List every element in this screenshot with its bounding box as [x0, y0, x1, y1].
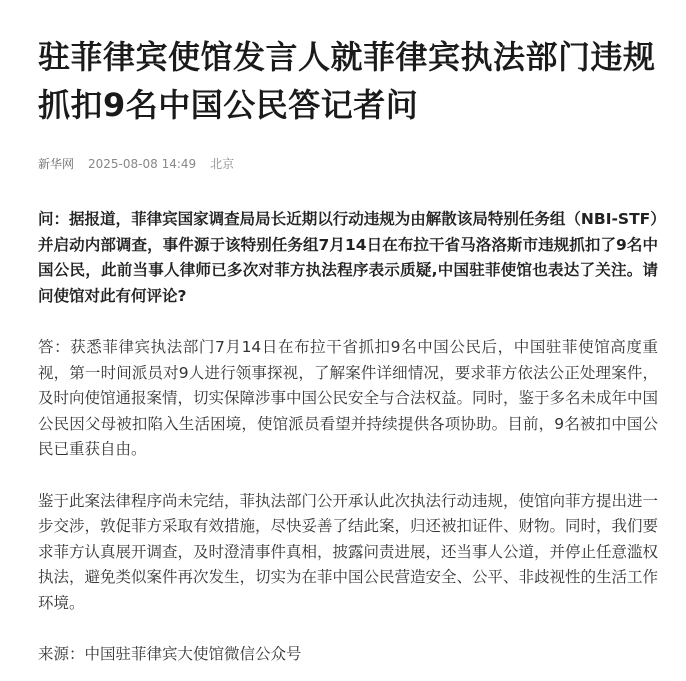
article-meta	[38, 156, 658, 172]
article-datetime: 2025-08-08 14:49	[88, 157, 197, 171]
article-body	[38, 207, 658, 668]
question-paragraph: 问：据报道，菲律宾国家调查局局长近期以行动违规为由解散该局特别任务组（NBI-STF）并启动内部调查，事件源于该特别任务组7月14日在布拉干省马洛洛斯市违规抓扣了9名中国公民，此前当事人律师已多次对菲方执法程序表示质疑,中国驻菲使馆也表达了关注。请问使馆对此有何评论?	[38, 210, 658, 305]
answer-paragraph-1: 答：获悉菲律宾执法部门7月14日在布拉干省抓扣9名中国公民后，中国驻菲使馆高度重视，第一时间派员对9人进行领事探视，了解案件详细情况，要求菲方依法公正处理案件，及时向使馆通报案情，切实保障涉事中国公民安全与合法权益。同时，鉴于多名未成年中国公民因父母被扣陷入生活困境，使馆派员看望并持续提供各项协助。目前，9名被扣中国公民已重获自由。	[38, 338, 659, 458]
article-footer-source: 来源：中国驻菲律宾大使馆微信公众号	[38, 645, 302, 663]
article-title: 驻菲律宾使馆发言人就菲律宾执法部门违规抓扣9名中国公民答记者问	[38, 38, 656, 124]
article-location: 北京	[210, 157, 235, 171]
article-source[interactable]: 新华网	[38, 157, 75, 171]
answer-paragraph-2: 鉴于此案法律程序尚未完结，菲执法部门公开承认此次执法行动违规，使馆向菲方提出进一步交涉，敦促菲方采取有效措施，尽快妥善了结此案，归还被扣证件、财物。同时，我们要求菲方认真展开调查，及时澄清事件真相，披露问责进展，还当事人公道，并停止任意滥权执法，避免类似案件再次发生，切实为在菲中国公民营造安全、公平、非歧视性的生活工作环境。	[38, 491, 659, 612]
